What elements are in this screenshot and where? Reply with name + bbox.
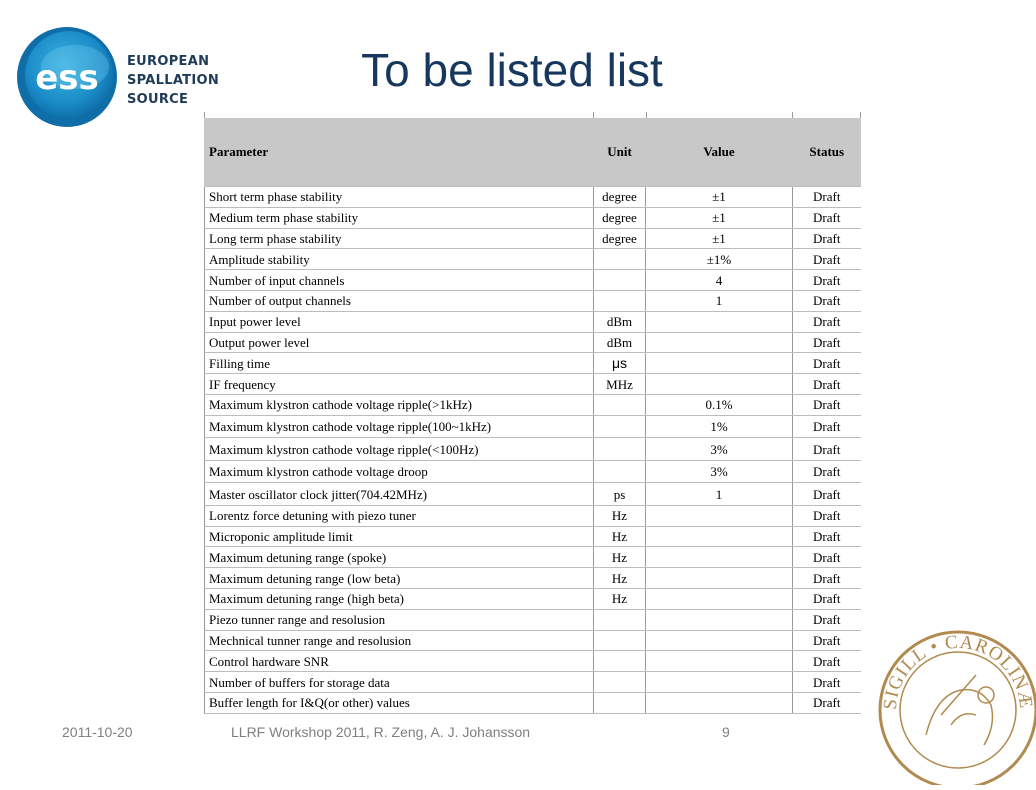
table-row [205, 290, 861, 311]
unit-cell: dBm [594, 311, 646, 332]
table-row [205, 311, 861, 332]
status-cell: Draft [793, 672, 861, 693]
status-cell: Draft [793, 651, 861, 672]
value-cell: 3% [646, 438, 793, 461]
parameter-cell: Maximum detuning range (low beta) [205, 568, 594, 589]
unit-cell [594, 270, 646, 291]
ess-wordmark-line3: SOURCE [127, 92, 189, 107]
unit-cell: Hz [594, 526, 646, 547]
table-row [205, 353, 861, 374]
unit-cell: Hz [594, 588, 646, 609]
unit-cell [594, 249, 646, 270]
unit-cell [594, 290, 646, 311]
unit-cell: Hz [594, 547, 646, 568]
header-value: Value [646, 118, 793, 187]
unit-cell: dBm [594, 332, 646, 353]
parameter-cell: IF frequency [205, 374, 594, 395]
unit-cell [594, 630, 646, 651]
parameter-cell: Filling time [205, 353, 594, 374]
parameter-cell: Amplitude stability [205, 249, 594, 270]
unit-cell: Hz [594, 568, 646, 589]
unit-cell [594, 460, 646, 483]
table-row [205, 505, 861, 526]
table-row [205, 332, 861, 353]
table-row [205, 692, 861, 713]
table-row [205, 672, 861, 693]
unit-cell [594, 415, 646, 438]
table-row [205, 609, 861, 630]
table-row [205, 249, 861, 270]
value-cell: ±1 [646, 228, 793, 249]
value-cell [646, 588, 793, 609]
parameter-cell: Output power level [205, 332, 594, 353]
status-cell: Draft [793, 394, 861, 415]
unit-cell [594, 609, 646, 630]
lund-university-seal [866, 615, 1036, 785]
status-cell: Draft [793, 630, 861, 651]
table-row [205, 651, 861, 672]
footer-conference: LLRF Workshop 2011, R. Zeng, A. J. Johansson [231, 724, 531, 740]
table-row [205, 588, 861, 609]
status-cell: Draft [793, 568, 861, 589]
status-cell: Draft [793, 311, 861, 332]
value-cell [646, 651, 793, 672]
parameter-cell: Maximum klystron cathode voltage droop [205, 460, 594, 483]
table-row [205, 187, 861, 208]
status-cell: Draft [793, 228, 861, 249]
value-cell [646, 332, 793, 353]
status-cell: Draft [793, 483, 861, 506]
unit-cell: μs [594, 353, 646, 374]
status-cell: Draft [793, 588, 861, 609]
status-cell: Draft [793, 332, 861, 353]
ess-logo [15, 25, 220, 135]
header-status: Status [793, 118, 861, 187]
slide-title: To be listed list [361, 44, 663, 96]
status-cell: Draft [793, 270, 861, 291]
parameter-cell: Control hardware SNR [205, 651, 594, 672]
table-row [205, 270, 861, 291]
parameter-cell: Number of input channels [205, 270, 594, 291]
parameter-cell: Mechnical tunner range and resolusion [205, 630, 594, 651]
parameter-cell: Lorentz force detuning with piezo tuner [205, 505, 594, 526]
unit-cell: degree [594, 187, 646, 208]
unit-cell: Hz [594, 505, 646, 526]
parameter-cell: Maximum detuning range (spoke) [205, 547, 594, 568]
unit-cell [594, 438, 646, 461]
value-cell [646, 692, 793, 713]
value-cell [646, 374, 793, 395]
status-cell: Draft [793, 207, 861, 228]
table-row [205, 207, 861, 228]
value-cell: ±1 [646, 187, 793, 208]
table-row [205, 483, 861, 506]
parameter-cell: Medium term phase stability [205, 207, 594, 228]
value-cell [646, 630, 793, 651]
header-parameter: Parameter [205, 118, 594, 187]
ess-wordmark-line2: SPALLATION [127, 73, 220, 88]
status-cell: Draft [793, 692, 861, 713]
status-cell: Draft [793, 187, 861, 208]
value-cell: 1 [646, 290, 793, 311]
parameter-cell: Microponic amplitude limit [205, 526, 594, 547]
value-cell [646, 568, 793, 589]
table-row [205, 228, 861, 249]
table-row [205, 460, 861, 483]
status-cell: Draft [793, 609, 861, 630]
footer-date: 2011-10-20 [62, 724, 133, 740]
value-cell: 4 [646, 270, 793, 291]
ess-logo-letters: ess [35, 58, 99, 98]
value-cell [646, 672, 793, 693]
parameter-cell: Number of buffers for storage data [205, 672, 594, 693]
table-row [205, 394, 861, 415]
ess-wordmark-line1: EUROPEAN [127, 54, 210, 69]
status-cell: Draft [793, 526, 861, 547]
value-cell [646, 609, 793, 630]
unit-cell: ps [594, 483, 646, 506]
lund-university-seal-icon [866, 615, 1036, 785]
unit-cell [594, 672, 646, 693]
value-cell [646, 353, 793, 374]
footer-page-number: 9 [722, 724, 730, 740]
table-header-row [205, 118, 861, 187]
status-cell: Draft [793, 438, 861, 461]
ess-wordmark [127, 52, 219, 109]
value-cell [646, 505, 793, 526]
status-cell: Draft [793, 460, 861, 483]
value-cell: 1 [646, 483, 793, 506]
table-top-strip [204, 112, 862, 118]
status-cell: Draft [793, 505, 861, 526]
svg-text:SIGILL • CAROLINÆ • RVMQVE AD [866, 615, 1036, 711]
value-cell: 3% [646, 460, 793, 483]
table-body [205, 187, 861, 714]
parameter-cell: Short term phase stability [205, 187, 594, 208]
ess-logo-icon [15, 25, 125, 135]
status-cell: Draft [793, 415, 861, 438]
unit-cell [594, 394, 646, 415]
requirements-table [204, 118, 861, 714]
status-cell: Draft [793, 374, 861, 395]
table-row [205, 526, 861, 547]
value-cell: 1% [646, 415, 793, 438]
status-cell: Draft [793, 547, 861, 568]
unit-cell: degree [594, 207, 646, 228]
parameter-cell: Master oscillator clock jitter(704.42MHz) [205, 483, 594, 506]
value-cell [646, 547, 793, 568]
status-cell: Draft [793, 353, 861, 374]
value-cell: ±1% [646, 249, 793, 270]
seal-text: SIGILL • CAROLINÆ [879, 631, 1036, 711]
parameter-cell: Number of output channels [205, 290, 594, 311]
table-row [205, 415, 861, 438]
table-row [205, 630, 861, 651]
table-row [205, 568, 861, 589]
header-unit: Unit [594, 118, 646, 187]
status-cell: Draft [793, 249, 861, 270]
table-row [205, 438, 861, 461]
parameter-cell: Maximum klystron cathode voltage ripple(100~1kHz) [205, 415, 594, 438]
unit-cell: MHz [594, 374, 646, 395]
table-row [205, 374, 861, 395]
value-cell [646, 311, 793, 332]
parameter-cell: Maximum klystron cathode voltage ripple(>1kHz) [205, 394, 594, 415]
value-cell: 0.1% [646, 394, 793, 415]
parameter-cell: Input power level [205, 311, 594, 332]
unit-cell: degree [594, 228, 646, 249]
requirements-table-wrapper [204, 112, 862, 714]
parameter-cell: Piezo tunner range and resolusion [205, 609, 594, 630]
unit-cell [594, 651, 646, 672]
parameter-cell: Buffer length for I&Q(or other) values [205, 692, 594, 713]
value-cell [646, 526, 793, 547]
parameter-cell: Long term phase stability [205, 228, 594, 249]
status-cell: Draft [793, 290, 861, 311]
value-cell: ±1 [646, 207, 793, 228]
parameter-cell: Maximum klystron cathode voltage ripple(<100Hz) [205, 438, 594, 461]
parameter-cell: Maximum detuning range (high beta) [205, 588, 594, 609]
unit-cell [594, 692, 646, 713]
table-row [205, 547, 861, 568]
